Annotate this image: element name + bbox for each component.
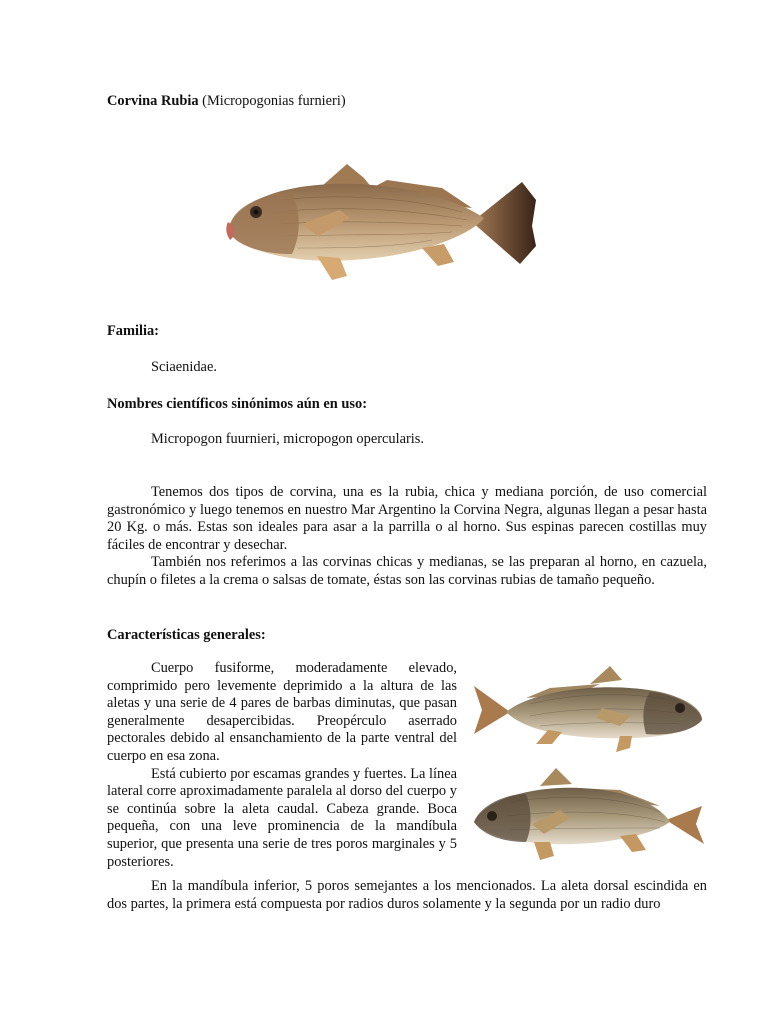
characteristics-text bbox=[107, 660, 457, 871]
synonyms-value: Micropogon fuurnieri, micropogon opercularis. bbox=[151, 431, 424, 447]
page-title bbox=[107, 92, 346, 110]
secondary-fish-image-bottom bbox=[470, 766, 706, 864]
characteristics-paragraph-3: En la mandíbula inferior, 5 poros semejantes a los mencionados. La aleta dorsal escindida en dos partes, la primera está compuesta por radios duros solamente y la segunda por un radio duro bbox=[107, 878, 707, 912]
main-fish-image bbox=[222, 160, 542, 288]
familia-value: Sciaenidae. bbox=[151, 359, 217, 375]
synonyms-heading: Nombres científicos sinónimos aún en uso: bbox=[107, 396, 367, 412]
intro-paragraph-1: Tenemos dos tipos de corvina, una es la rubia, chica y mediana porción, de uso comercial gastronómico y luego tenemos en nuestro Mar Argentino la Corvina Negra, algunas llegan a pesar hasta 20 Kg. o más. Estas son ideales para asar a la parrilla o al horno. Sus espinas parecen costillas muy fáciles de encontrar y desechar. bbox=[107, 484, 707, 553]
intro-paragraph-2: También nos referimos a las corvinas chicas y medianas, se las preparan al horno, en cazuela, chupín o filetes a la crema o salsas de tomate, éstas son las corvinas rubias de tamaño pequeño. bbox=[107, 554, 707, 588]
characteristics-continued bbox=[107, 878, 707, 913]
common-name: Corvina Rubia bbox=[107, 93, 199, 109]
characteristics-paragraph-2: Está cubierto por escamas grandes y fuertes. La línea lateral corre aproximadamente paralela al dorso del cuerpo y se continúa sobre la aleta caudal. Cabeza grande. Boca pequeña, con una leve prominencia de la mandíbula superior, que presenta una serie de tres poros marginales y 5 posteriores. bbox=[107, 765, 457, 870]
characteristics-paragraph-1: Cuerpo fusiforme, moderadamente elevado, comprimido pero levemente deprimido a la altura de las aletas y una serie de 4 pares de barbas diminutas, que pasan generalmente desapercibidas. Preopérculo aserrado pectorales debido al ensanchamiento de la parte ventral del cuerpo en esa zona. bbox=[107, 660, 457, 764]
secondary-fish-image-top bbox=[470, 664, 706, 756]
familia-heading: Familia: bbox=[107, 323, 159, 339]
scientific-name: (Micropogonias furnieri) bbox=[202, 93, 346, 109]
intro-text bbox=[107, 484, 707, 590]
characteristics-heading: Características generales: bbox=[107, 627, 266, 643]
